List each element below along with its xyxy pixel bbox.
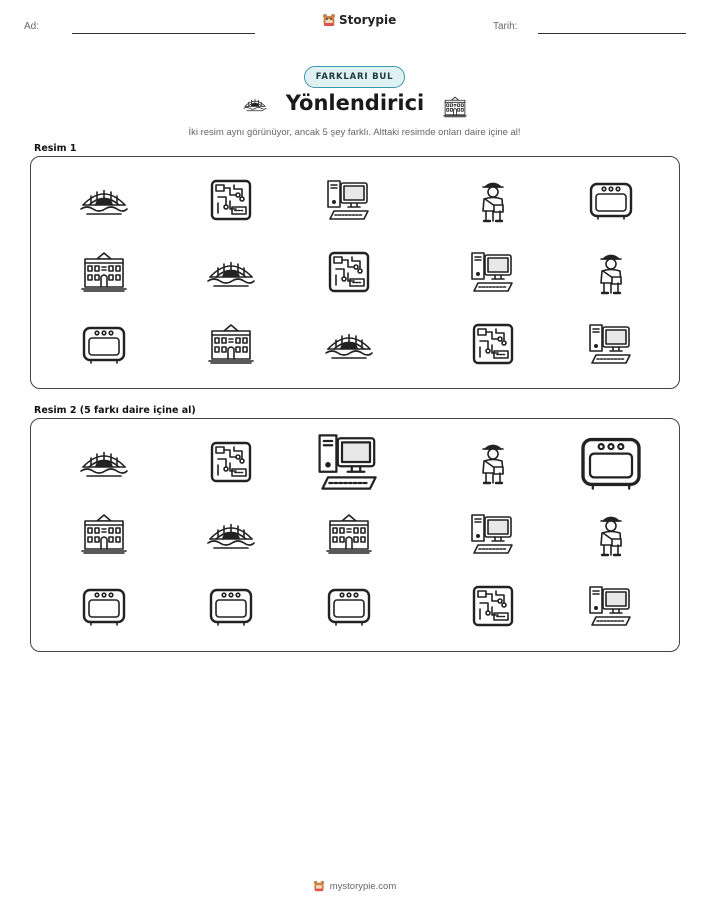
picture-cell[interactable] (586, 581, 636, 631)
picture-cell[interactable] (586, 509, 636, 559)
picture-cell (79, 175, 129, 225)
picture-cell (468, 175, 518, 225)
postman-icon (468, 437, 518, 487)
picture-cell (324, 247, 374, 297)
name-label: Ad: (24, 21, 40, 32)
bridge-icon (206, 247, 256, 297)
picture-cell[interactable] (468, 509, 518, 559)
bear-icon (313, 880, 325, 892)
circuit-board-icon (206, 175, 256, 225)
picture-2-panel[interactable] (30, 418, 680, 652)
brand-logo (322, 13, 396, 27)
postman-icon (586, 247, 636, 297)
building-icon (440, 94, 470, 120)
page-title: Yönlendirici (285, 91, 425, 115)
date-label: Tarih: (493, 21, 518, 32)
picture-cell[interactable] (79, 437, 129, 487)
circuit-board-icon (468, 581, 518, 631)
picture-cell (206, 319, 256, 369)
brand-name: Storypie (339, 13, 397, 27)
picture-1-panel (30, 156, 680, 389)
bridge-icon (206, 509, 256, 559)
picture-cell (468, 319, 518, 369)
picture-cell[interactable] (314, 427, 384, 497)
footer-url[interactable]: mystorypie.com (329, 880, 397, 892)
bridge-icon (324, 319, 374, 369)
bridge-icon (79, 175, 129, 225)
picture-cell[interactable] (468, 581, 518, 631)
picture-1-title: Resim 1 (34, 143, 77, 154)
building-icon (79, 247, 129, 297)
oven-icon (79, 581, 129, 631)
picture-cell[interactable] (576, 427, 646, 497)
picture-cell[interactable] (324, 581, 374, 631)
picture-cell (79, 319, 129, 369)
oven-icon (576, 427, 646, 497)
computer-icon (468, 247, 518, 297)
bridge-icon (240, 92, 270, 116)
circuit-board-icon (468, 319, 518, 369)
circuit-board-icon (206, 437, 256, 487)
bridge-icon (79, 437, 129, 487)
computer-icon (314, 427, 384, 497)
building-icon (79, 509, 129, 559)
instructions: İki resim aynı görünüyor, ancak 5 şey farklı. Alttaki resimde onları daire içine al! (188, 127, 521, 138)
oven-icon (586, 175, 636, 225)
computer-icon (586, 319, 636, 369)
picture-cell (206, 247, 256, 297)
building-icon (324, 509, 374, 559)
date-line[interactable] (538, 33, 686, 34)
picture-cell[interactable] (79, 581, 129, 631)
picture-cell (206, 175, 256, 225)
name-line[interactable] (72, 33, 255, 34)
picture-cell (79, 247, 129, 297)
picture-cell[interactable] (206, 509, 256, 559)
picture-cell[interactable] (79, 509, 129, 559)
picture-cell (586, 247, 636, 297)
picture-cell[interactable] (206, 437, 256, 487)
picture-2-title: Resim 2 (5 farkı daire içine al) (34, 405, 196, 416)
picture-cell (324, 175, 374, 225)
picture-cell[interactable] (206, 581, 256, 631)
picture-cell (586, 175, 636, 225)
picture-cell (324, 319, 374, 369)
oven-icon (79, 319, 129, 369)
footer (0, 880, 709, 892)
picture-cell[interactable] (324, 509, 374, 559)
computer-icon (586, 581, 636, 631)
computer-icon (468, 509, 518, 559)
postman-icon (468, 175, 518, 225)
oven-icon (324, 581, 374, 631)
circuit-board-icon (324, 247, 374, 297)
bear-icon (322, 13, 336, 27)
building-icon (206, 319, 256, 369)
activity-badge: FARKLARI BUL (304, 66, 405, 88)
picture-cell[interactable] (468, 437, 518, 487)
oven-icon (206, 581, 256, 631)
picture-cell (468, 247, 518, 297)
computer-icon (324, 175, 374, 225)
picture-cell (586, 319, 636, 369)
postman-icon (586, 509, 636, 559)
